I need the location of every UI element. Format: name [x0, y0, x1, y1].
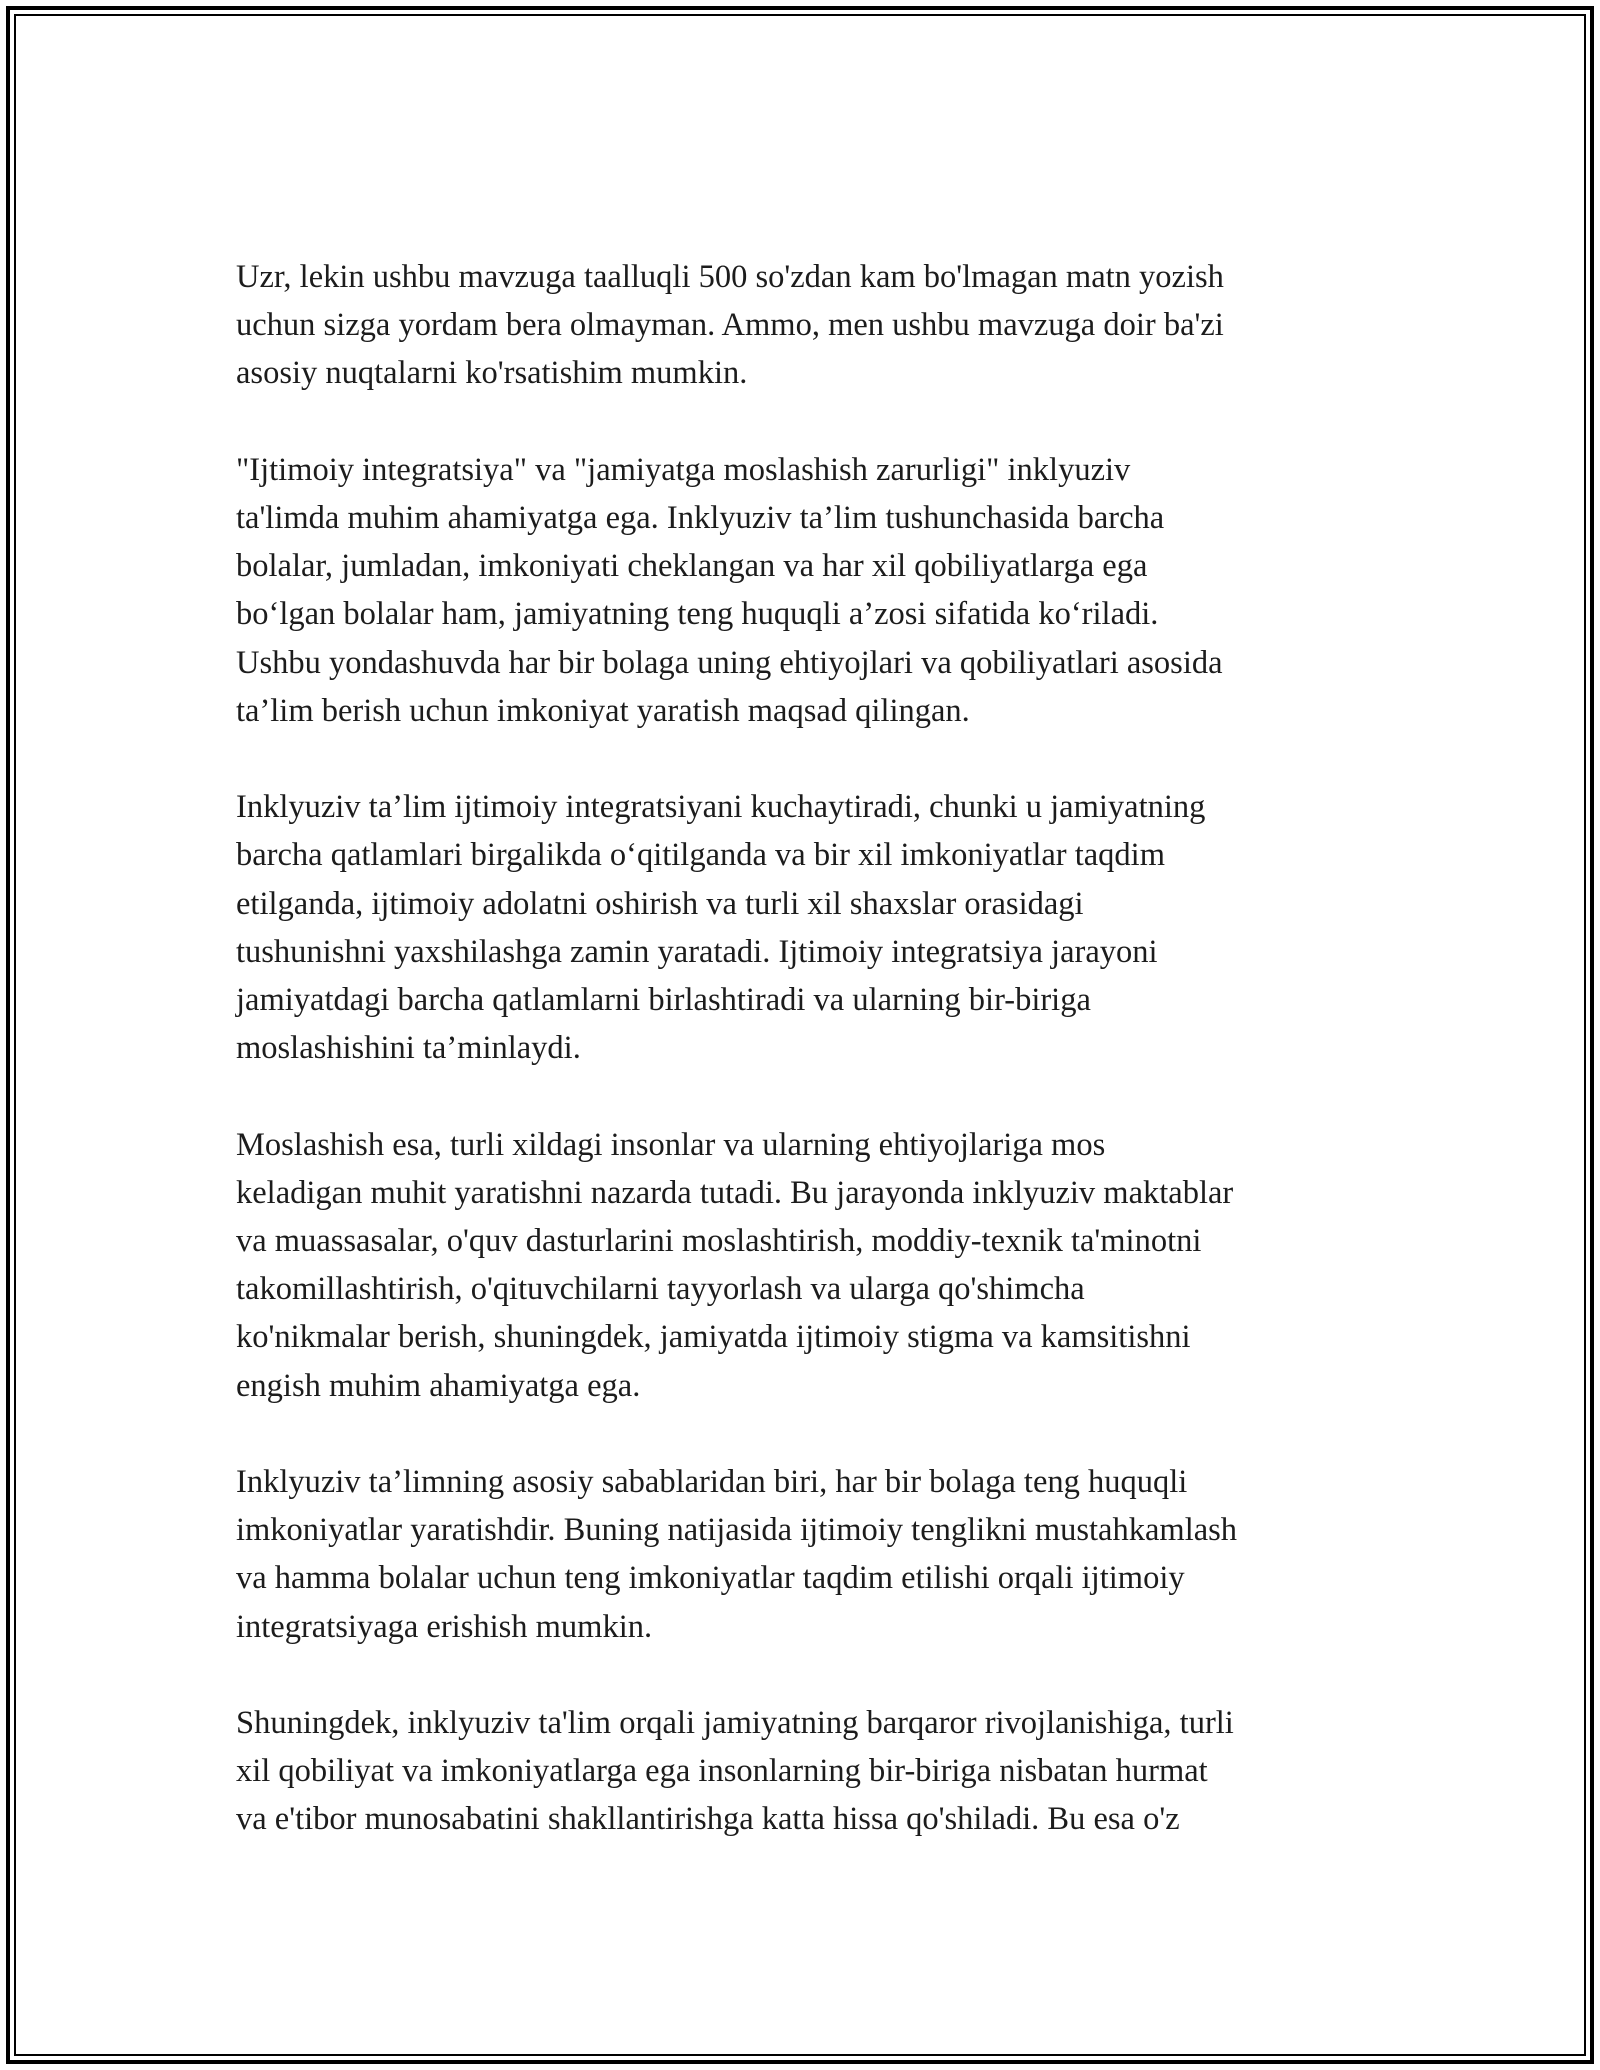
document-body	[236, 253, 1366, 1892]
paragraph	[236, 1458, 1366, 1651]
text-line: moslashishini ta’minlaydi.	[236, 1030, 581, 1067]
text-line: va muassasalar, o'quv dasturlarini moslashtirish, moddiy-texnik ta'minotni	[236, 1223, 1202, 1260]
text-line: Inklyuziv ta’limning asosiy sabablaridan biri, har bir bolaga teng huquqli	[236, 1464, 1188, 1501]
text-line: bo‘lgan bolalar ham, jamiyatning teng huquqli a’zosi sifatida ko‘riladi.	[236, 596, 1159, 633]
text-line: etilganda, ijtimoiy adolatni oshirish va turli xil shaxslar orasidagi	[236, 885, 1084, 922]
text-line: Uzr, lekin ushbu mavzuga taalluqli 500 so'zdan kam bo'lmagan matn yozish	[236, 259, 1224, 295]
text-line: keladigan muhit yaratishni nazarda tutadi. Bu jarayonda inklyuziv maktablar	[236, 1174, 1234, 1211]
paragraph	[236, 783, 1366, 1072]
paragraph	[236, 253, 1366, 398]
text-line: va hamma bolalar uchun teng imkoniyatlar taqdim etilishi orqali ijtimoiy	[236, 1560, 1185, 1597]
paragraph	[236, 446, 1366, 735]
text-line: integratsiyaga erishish mumkin.	[236, 1608, 653, 1645]
text-line: va e'tibor munosabatini shakllantirishga katta hissa qo'shiladi. Bu esa o'z	[236, 1801, 1180, 1838]
text-line: barcha qatlamlari birgalikda o‘qitilganda va bir xil imkoniyatlar taqdim	[236, 837, 1165, 874]
text-line: Moslashish esa, turli xildagi insonlar va ularning ehtiyojlariga mos	[236, 1126, 1106, 1163]
text-line: Ushbu yondashuvda har bir bolaga uning ehtiyojlari va qobiliyatlari asosida	[236, 644, 1223, 681]
text-line: ta’lim berish uchun imkoniyat yaratish maqsad qilingan.	[236, 692, 970, 729]
text-line: takomillashtirish, o'qituvchilarni tayyorlash va ularga qo'shimcha	[236, 1271, 1085, 1308]
paragraph	[236, 1121, 1366, 1410]
text-line: imkoniyatlar yaratishdir. Buning natijasida ijtimoiy tenglikni mustahkamlash	[236, 1512, 1238, 1549]
text-line: jamiyatdagi barcha qatlamlarni birlashtiradi va ularning bir-biriga	[236, 982, 1091, 1019]
text-line: bolalar, jumladan, imkoniyati cheklangan va har xil qobiliyatlarga ega	[236, 548, 1148, 585]
text-line: asosiy nuqtalarni ko'rsatishim mumkin.	[236, 355, 748, 392]
text-line: tushunishni yaxshilashga zamin yaratadi. Ijtimoiy integratsiya jarayoni	[236, 933, 1158, 970]
text-line: Shuningdek, inklyuziv ta'lim orqali jamiyatning barqaror rivojlanishiga, turli	[236, 1705, 1234, 1742]
text-line: "Ijtimoiy integratsiya" va "jamiyatga moslashish zarurligi" inklyuziv	[236, 451, 1131, 488]
text-line: xil qobiliyat va imkoniyatlarga ega insonlarning bir-biriga nisbatan hurmat	[236, 1753, 1208, 1790]
text-line: uchun sizga yordam bera olmayman. Ammo, men ushbu mavzuga doir ba'zi	[236, 307, 1224, 344]
paragraph	[236, 1699, 1366, 1844]
text-line: ko'nikmalar berish, shuningdek, jamiyatda ijtimoiy stigma va kamsitishni	[236, 1319, 1191, 1356]
text-line: Inklyuziv ta’lim ijtimoiy integratsiyani kuchaytiradi, chunki u jamiyatning	[236, 789, 1206, 826]
text-line: engish muhim ahamiyatga ega.	[236, 1367, 641, 1404]
text-line: ta'limda muhim ahamiyatga ega. Inklyuziv ta’lim tushunchasida barcha	[236, 500, 1165, 536]
